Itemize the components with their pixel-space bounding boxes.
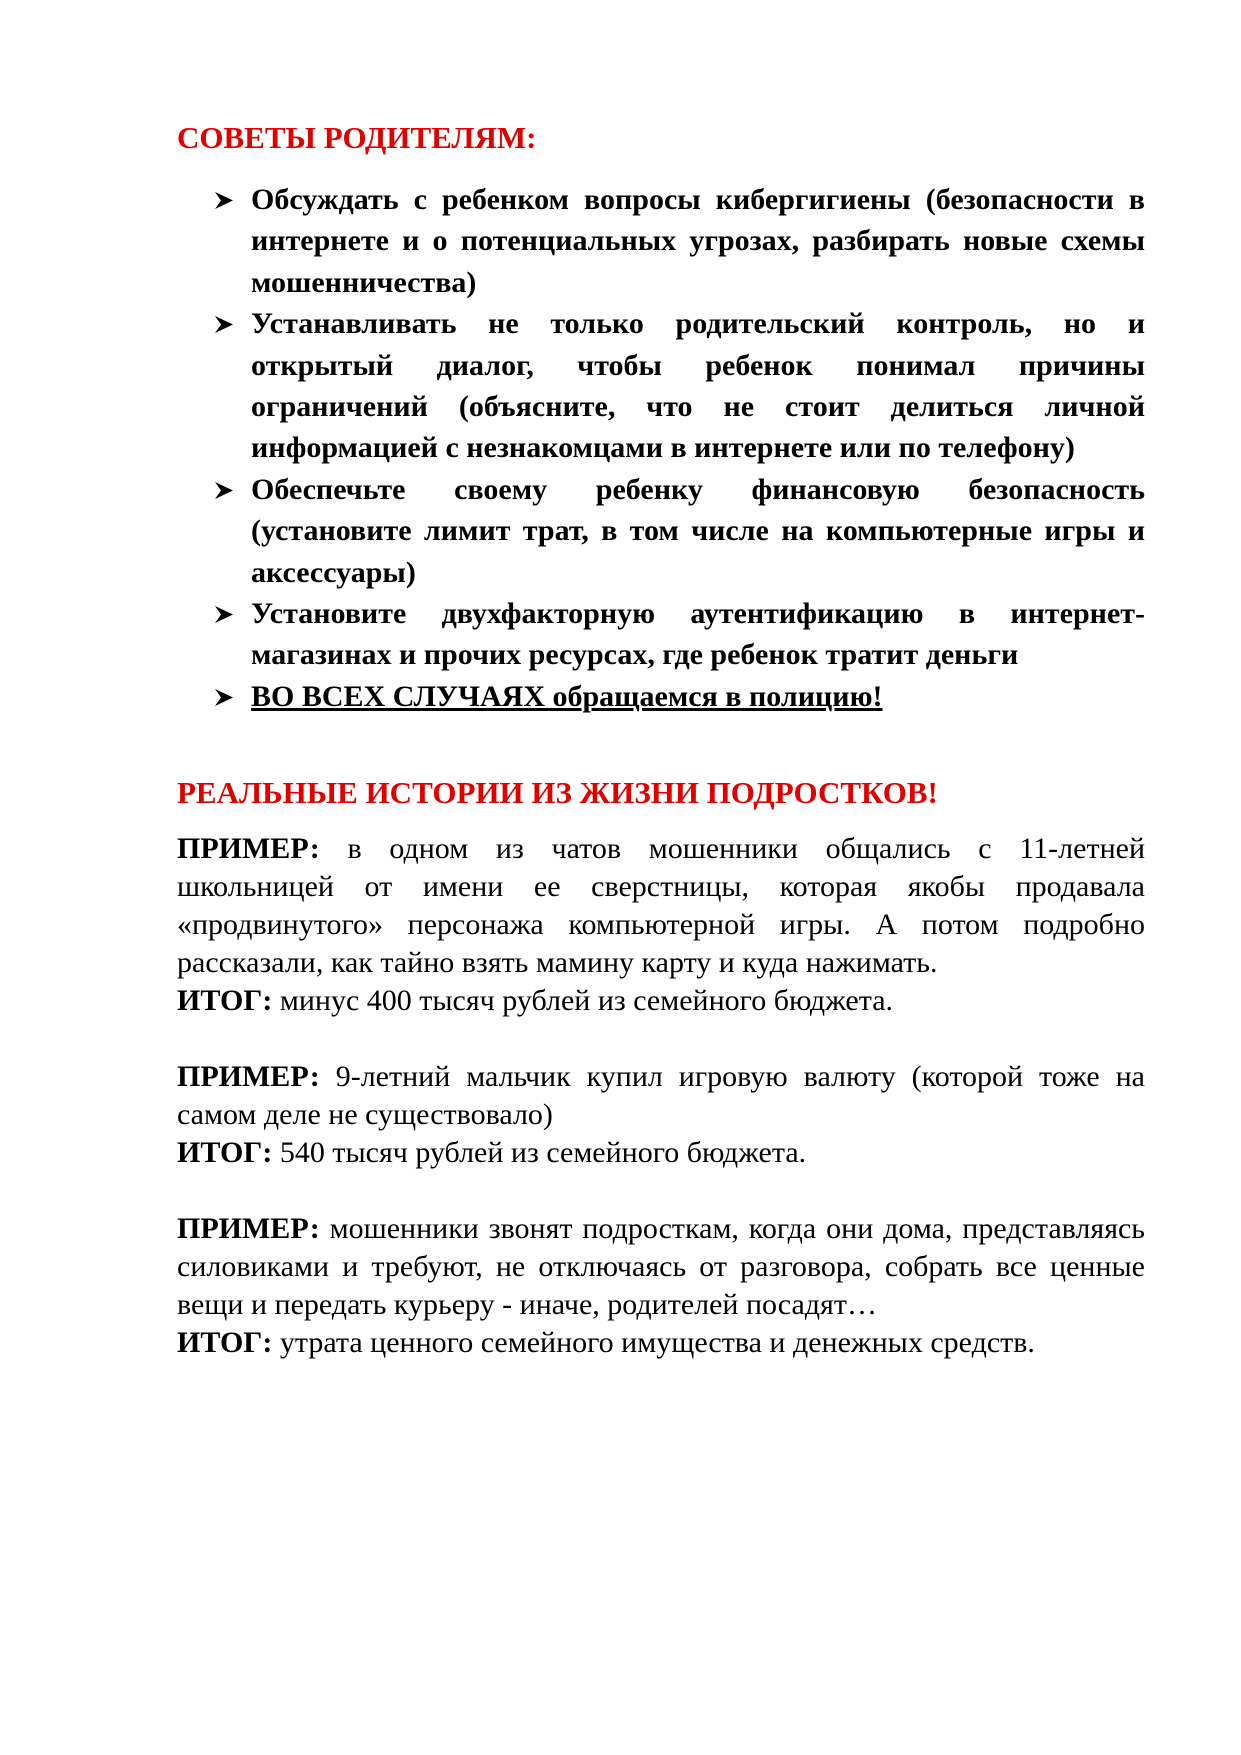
result-text: минус 400 тысяч рублей из семейного бюджета. — [272, 984, 894, 1017]
example-text: в одном из чатов мошенники общались с 11-летней школьницей от имени ее сверстницы, которая якобы продавала «продвинутого» персонажа компьютерной игры. А потом подробно рассказали, как тайно взять мамину карту и куда нажимать. — [177, 832, 1145, 979]
story-result — [177, 982, 1145, 1020]
example-label: ПРИМЕР: — [177, 1212, 320, 1245]
result-label: ИТОГ: — [177, 1136, 273, 1169]
tip-text: Обсуждать с ребенком вопросы кибергигиены (безопасности в интернете и о потенциальных угрозах, разбирать новые схемы мошенничества) — [251, 183, 1145, 299]
tips-list — [213, 179, 1145, 717]
story-example — [177, 1058, 1145, 1134]
list-item — [213, 303, 1145, 469]
list-item — [213, 179, 1145, 303]
tip-text-police: ВО ВСЕХ СЛУЧАЯХ обращаемся в полицию! — [251, 679, 883, 713]
list-item — [213, 593, 1145, 676]
list-item — [213, 469, 1145, 593]
story-block — [177, 830, 1145, 1020]
example-label: ПРИМЕР: — [177, 832, 320, 865]
story-example — [177, 830, 1145, 982]
arrowhead-bullet-icon — [213, 316, 233, 333]
story-result — [177, 1324, 1145, 1362]
tips-heading: СОВЕТЫ РОДИТЕЛЯМ: — [177, 120, 537, 155]
stories-heading: РЕАЛЬНЫЕ ИСТОРИИ ИЗ ЖИЗНИ ПОДРОСТКОВ! — [177, 775, 938, 810]
tip-text: Устанавливать не только родительский контроль, но и открытый диалог, чтобы ребенок понимал причины ограничений (объясните, что не стоит делиться личной информацией с незнакомцами в интернете или по телефону) — [251, 307, 1145, 465]
tip-text: Обеспечьте своему ребенку финансовую безопасность (установите лимит трат, в том числе на компьютерные игры и аксессуары) — [251, 472, 1145, 589]
result-text: утрата ценного семейного имущества и денежных средств. — [272, 1326, 1035, 1359]
example-label: ПРИМЕР: — [177, 1060, 320, 1093]
stories-list — [177, 830, 1145, 1400]
arrowhead-bullet-icon — [213, 482, 233, 499]
arrowhead-bullet-icon — [213, 606, 233, 623]
result-text: 540 тысяч рублей из семейного бюджета. — [272, 1136, 807, 1169]
story-block — [177, 1210, 1145, 1362]
list-item — [213, 676, 1145, 717]
arrowhead-bullet-icon — [213, 689, 233, 706]
story-block — [177, 1058, 1145, 1172]
example-text: 9-летний мальчик купил игровую валюту (которой тоже на самом деле не существовало) — [177, 1060, 1145, 1131]
result-label: ИТОГ: — [177, 1326, 273, 1359]
tip-text: Установите двухфакторную аутентификацию в интернет-магазинах и прочих ресурсах, где ребенок тратит деньги — [251, 597, 1145, 672]
arrowhead-bullet-icon — [213, 192, 233, 209]
result-label: ИТОГ: — [177, 984, 273, 1017]
story-example — [177, 1210, 1145, 1324]
example-text: мошенники звонят подросткам, когда они дома, представляясь силовиками и требуют, не отключаясь от разговора, собрать все ценные вещи и передать курьеру - иначе, родителей посадят… — [177, 1212, 1145, 1321]
story-result — [177, 1134, 1145, 1172]
